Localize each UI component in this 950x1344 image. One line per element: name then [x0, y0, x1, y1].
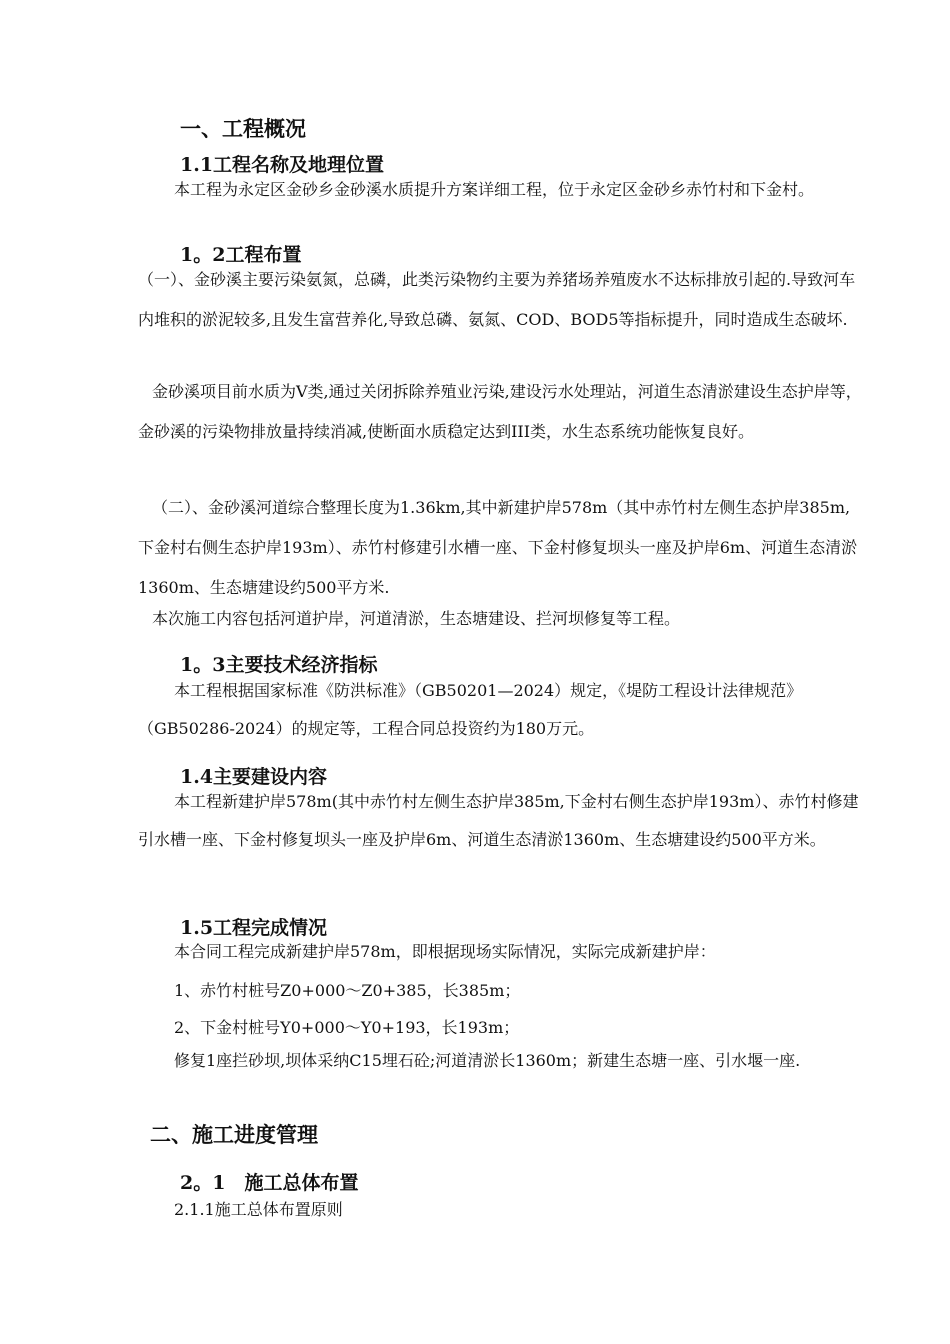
- section-1-3-paragraph: 本工程根据国家标准《防洪标准》（GB50201—2024）规定，《堤防工程设计法律规范》（GB50286-2024）的规定等，工程合同总投资约为180万元。: [138, 681, 803, 738]
- section-1-1-title: 1.1工程名称及地理位置: [180, 154, 385, 176]
- section-1-2-paragraph-3: （二）、金砂溪河道综合整理长度为1.36km,其中新建护岸578m（其中赤竹村左侧生态护岸385m,下金村右侧生态护岸193m）、赤竹村修建引水槽一座、下金村修复坝头一座及护岸6m、河道生态清淤1360m、生态塘建设约500平方米.: [138, 498, 858, 597]
- section-1-5-paragraph-3: 2、下金村桩号Y0+000～Y0+193，长193m；: [174, 1018, 520, 1037]
- section-2-1-title: 2。1 施工总体布置: [180, 1172, 359, 1194]
- section-1-2-paragraph-2: 金砂溪项目前水质为V类,通过关闭拆除养殖业污染,建设污水处理站，河道生态清淤建设生态护岸等，金砂溪的污染物排放量持续消减,使断面水质稳定达到III类，水生态系统功能恢复良好。: [138, 382, 862, 441]
- section-1-title: 一、工程概况: [180, 116, 306, 141]
- section-1-3-title: 1。3主要技术经济指标: [180, 654, 378, 676]
- section-2-1-1-subtitle: 2.1.1施工总体布置原则: [174, 1200, 343, 1219]
- section-1-4-paragraph: 本工程新建护岸578m(其中赤竹村左侧生态护岸385m,下金村右侧生态护岸193m）、赤竹村修建引水槽一座、下金村修复坝头一座及护岸6m、河道生态清淤1360m、生态塘建设约500平方米。: [138, 792, 859, 849]
- section-2-title: 二、施工进度管理: [150, 1122, 318, 1147]
- section-1-5-paragraph-1: 本合同工程完成新建护岸578m，即根据现场实际情况，实际完成新建护岸：: [174, 942, 716, 961]
- section-1-2-title: 1。2工程布置: [180, 244, 302, 266]
- section-1-5-title: 1.5工程完成情况: [180, 917, 328, 939]
- section-1-4-title: 1.4主要建设内容: [180, 766, 328, 788]
- section-1-2-paragraph-1: （一）、金砂溪主要污染氨氮，总磷，此类污染物约主要为养猪场养殖废水不达标排放引起的.导致河车内堆积的淤泥较多,且发生富营养化,导致总磷、氨氮、COD、BOD5等指标提升，同时造成生态破坏.: [138, 270, 856, 329]
- section-1-5-paragraph-4: 修复1座拦砂坝,坝体采纳C15埋石砼;河道清淤长1360m；新建生态塘一座、引水堰一座.: [174, 1051, 801, 1070]
- section-1-1-paragraph: 本工程为永定区金砂乡金砂溪水质提升方案详细工程，位于永定区金砂乡赤竹村和下金村。: [174, 180, 815, 199]
- section-1-5-paragraph-2: 1、赤竹村桩号Z0+000～Z0+385，长385m；: [174, 981, 521, 1000]
- section-1-2-paragraph-4: 本次施工内容包括河道护岸，河道清淤，生态塘建设、拦河坝修复等工程。: [152, 609, 681, 628]
